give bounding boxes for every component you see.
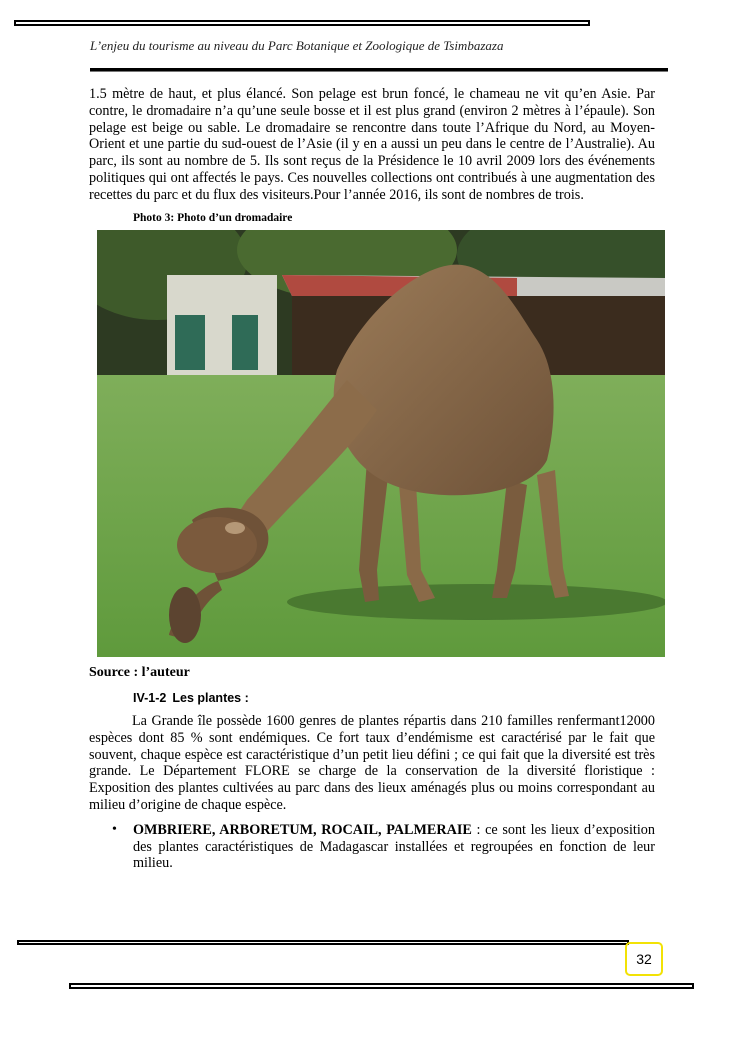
footer-rule <box>69 983 694 989</box>
section-title: Les plantes : <box>172 691 249 706</box>
camel-photo-illustration <box>97 230 665 657</box>
section-heading <box>133 690 655 707</box>
page-body <box>89 86 655 872</box>
bullet-marker: • <box>112 821 117 837</box>
bullet-list <box>89 822 655 872</box>
paragraph-plantes: La Grande île possède 1600 genres de plantes répartis dans 210 familles renfermant12000 espèces dont 85 % sont endémiques. Ce fort taux d’endémisme est caractérisé par le fait que souvent, chaque espèce est caractéristique d’un petit lieu défini ; ce qui fait que la diversité est très grande. Le Département FLORE se charge de la conservation de la diversité floristique : Exposition des plantes cultivées au parc dans des lieux aménagés plus ou moins correspondant au milieu d’origine de chaque espèce. <box>89 712 655 813</box>
top-frame-rule <box>14 20 590 26</box>
header-rule <box>90 68 668 72</box>
bottom-frame-rule <box>17 940 629 945</box>
camel-photo <box>97 230 665 657</box>
bullet-title: OMBRIERE, ARBORETUM, ROCAIL, PALMERAIE <box>133 821 472 838</box>
list-item <box>112 821 655 872</box>
page-number: 32 <box>625 942 663 976</box>
section-number: IV-1-2 <box>133 691 167 706</box>
bullet-text: : ce sont les lieux d’exposition des plantes caractéristiques de Madagascar installées et regroupées en fonction de leur milieu. <box>133 821 655 872</box>
photo-source: Source : l’auteur <box>89 665 190 681</box>
photo-caption: Photo 3: Photo d’un dromadaire <box>133 211 293 224</box>
paragraph-dromadaire: 1.5 mètre de haut, et plus élancé. Son pelage est brun foncé, le chameau ne vit qu’en Asie. Par contre, le dromadaire n’a qu’une seule bosse et il est plus grand (environ 2 mètres à l’épaule). Son pelage est beige ou sable. Le dromadaire se rencontre dans toute l’Afrique du Nord, au Moyen-Orient et une partie du sud-ouest de l’Asie (il y en a aussi un peu dans le centre de l’Australie). Au parc, ils sont au nombre de 5. Ils sont reçus de la Présidence le 10 avril 2009 lors des événements politiques qui ont affectés le pays. Ces nouvelles collections ont contribués à une augmentation des recettes du parc et du flux des visiteurs.Pour l’année 2016, ils sont de nombres de trois. <box>89 86 655 203</box>
running-header: L’enjeu du tourisme au niveau du Parc Botanique et Zoologique de Tsimbazaza <box>90 38 504 53</box>
